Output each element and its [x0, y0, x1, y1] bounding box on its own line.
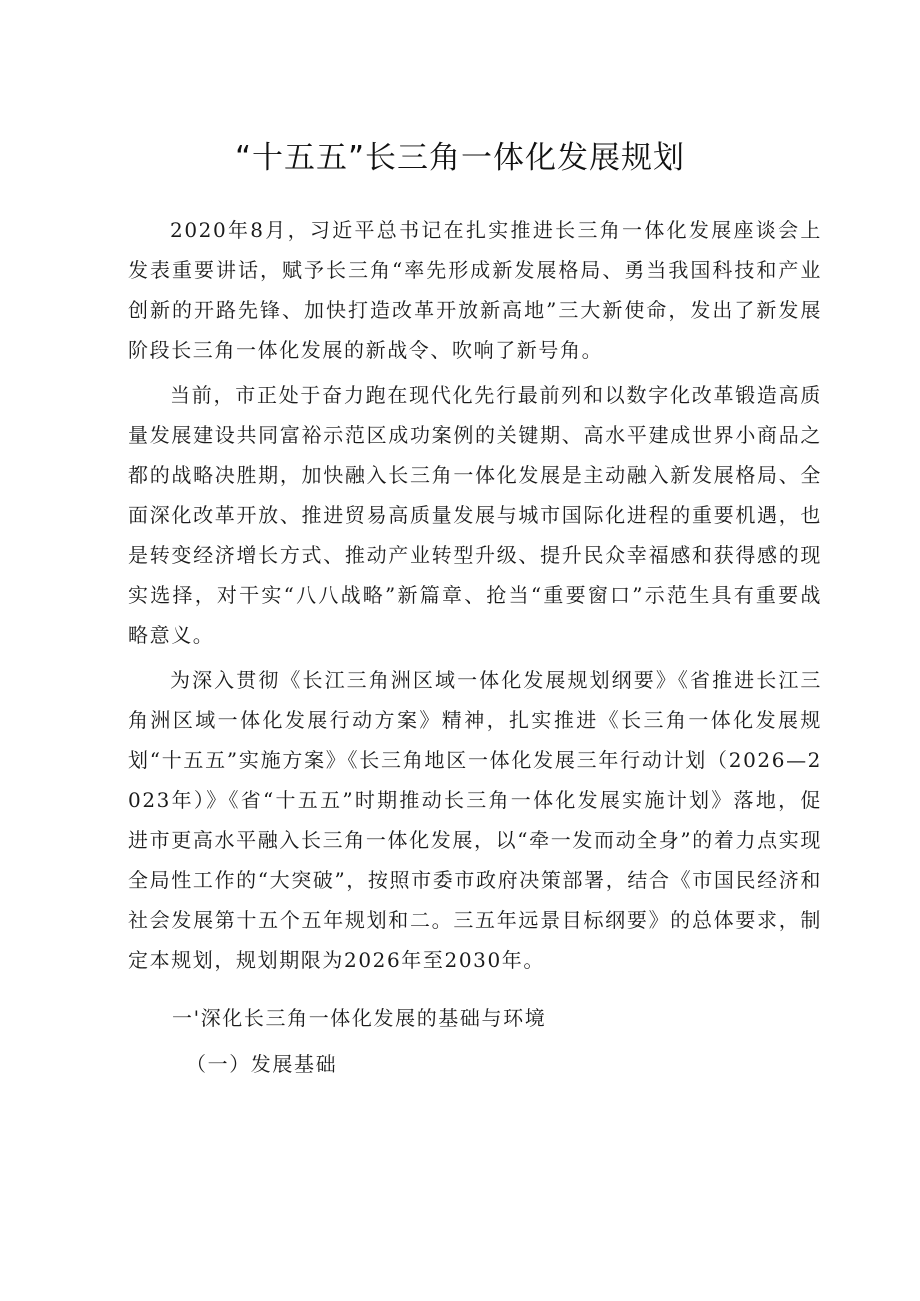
section-heading: 一'深化长三角一体化发展的基础与环境 — [172, 1006, 547, 1030]
document-title: “十五五”长三角一体化发展规划 — [234, 140, 686, 176]
paragraph-3: 为深入贯彻《长江三角洲区域一体化发展规划纲要》《省推进长江三角洲区域一体化发展行动方案》精神，扎实推进《长三角一体化发展规划“十五五”实施方案》《长三角地区一体化发展三年行动计划（2026—2023年）》《省“十五五”时期推动长三角一体化发展实施计划》落地，促进市更高水平融入长三角一体化发展，以“牵一发而动全身”的着力点实现全局性工作的“大突破”，按照市委市政府决策部署，结合《市国民经济和社会发展第十五个五年规划和二。三五年远景目标纲要》的总体要求，制定本规划，规划期限为2026年至2030年。 — [128, 668, 822, 972]
paragraph-2: 当前，市正处于奋力跑在现代化先行最前列和以数字化改革锻造高质量发展建设共同富裕示范区成功案例的关键期、高水平建成世界小商品之都的战略决胜期，加快融入长三角一体化发展是主动融入新发展格局、全面深化改革开放、推进贸易高质量发展与城市国际化进程的重要机遇，也是转变经济增长方式、推动产业转型升级、提升民众幸福感和获得感的现实选择，对干实“八八战略”新篇章、抢当“重要窗口”示范生具有重要战略意义。 — [128, 383, 822, 647]
subsection-heading: （一）发展基础 — [186, 1052, 338, 1076]
paragraph-1: 2020年8月，习近平总书记在扎实推进长三角一体化发展座谈会上发表重要讲话，赋予长三角“率先形成新发展格局、勇当我国科技和产业创新的开路先锋、加快打造改革开放新高地”三大新使命，发出了新发展阶段长三角一体化发展的新战令、吹响了新号角。 — [128, 218, 822, 362]
document-body — [128, 210, 822, 1084]
